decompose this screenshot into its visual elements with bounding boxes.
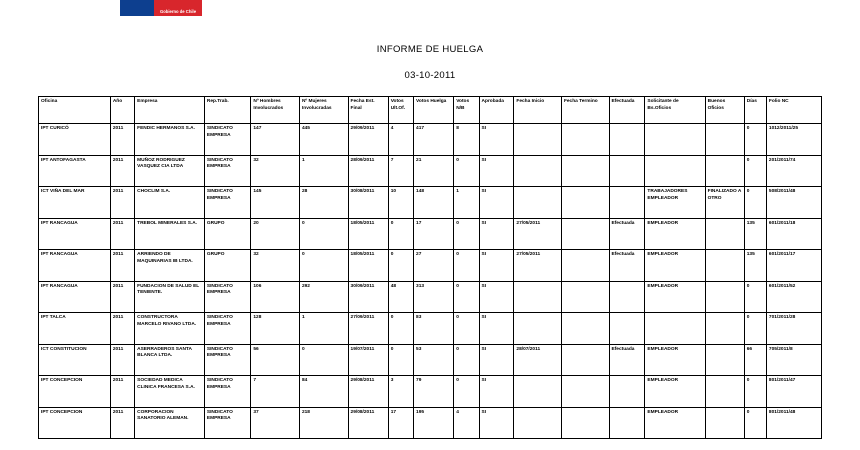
column-header: Aprobada [479, 97, 514, 124]
table-cell: 0 [388, 250, 413, 282]
table-cell: 0 [744, 155, 766, 187]
table-cell: IPT CURICÓ [39, 124, 111, 156]
table-cell: FUNDACION DE SALUD EL TENIENTE. [135, 281, 205, 313]
table-cell [514, 281, 562, 313]
table-cell: 0 [744, 313, 766, 345]
table-cell: 218 [299, 407, 348, 439]
table-cell: SINDICATO EMPRESA [204, 376, 250, 408]
table-cell: 0 [454, 376, 479, 408]
table-cell: SINDICATO EMPRESA [204, 344, 250, 376]
table-cell [609, 155, 645, 187]
table-cell: 28/09/2011 [348, 155, 388, 187]
table-cell [561, 187, 609, 219]
table-cell [609, 407, 645, 439]
table-row [39, 407, 822, 439]
table-cell: Efectuada [609, 344, 645, 376]
column-header: Votos Huelga [414, 97, 454, 124]
table-cell: 1012/2011/25 [766, 124, 821, 156]
table-cell: 0 [299, 218, 348, 250]
table-cell: 32 [251, 155, 300, 187]
column-header: Solicitante de Bs.Oficios [645, 97, 705, 124]
column-header: Efectuada [609, 97, 645, 124]
table-cell [705, 376, 744, 408]
table-cell: 18/05/2011 [348, 218, 388, 250]
table-cell [705, 344, 744, 376]
table-cell: 37 [251, 407, 300, 439]
table-cell: 27/09/2011 [348, 313, 388, 345]
table-cell: IPT RANCAGUA [39, 250, 111, 282]
table-cell: 2011 [110, 250, 134, 282]
table-cell: 4 [388, 124, 413, 156]
table-cell: Efectuada [609, 250, 645, 282]
table-cell: 21 [414, 155, 454, 187]
table-cell: 0 [744, 124, 766, 156]
table-cell: 1 [299, 313, 348, 345]
table-cell: 0 [299, 250, 348, 282]
table-cell: 30/09/2011 [348, 281, 388, 313]
table-cell: 7 [251, 376, 300, 408]
table-cell [514, 124, 562, 156]
table-cell: 0 [388, 344, 413, 376]
table-cell: 313 [414, 281, 454, 313]
report-date: 03-10-2011 [404, 70, 456, 81]
table-cell: EMPLEADOR [645, 281, 705, 313]
column-header: Folio NC [766, 97, 821, 124]
table-cell [705, 250, 744, 282]
table-cell: 30/08/2011 [348, 187, 388, 219]
table-cell: 145 [251, 187, 300, 219]
table-cell [561, 313, 609, 345]
table-cell: 19/07/2011 [348, 344, 388, 376]
column-header: Votos N/B [454, 97, 479, 124]
table-cell: 2011 [110, 124, 134, 156]
table-cell [705, 124, 744, 156]
table-cell: 0 [454, 281, 479, 313]
table-cell: IPT CONCEPCION [39, 407, 111, 439]
table-cell: 0 [744, 407, 766, 439]
table-cell: IPT TALCA [39, 313, 111, 345]
table-cell: FINALIZADO A OTRO [705, 187, 744, 219]
table-cell: 0 [388, 313, 413, 345]
table-cell: 2011 [110, 376, 134, 408]
table-cell: ICT CONSTITUCION [39, 344, 111, 376]
table-cell: 1 [299, 155, 348, 187]
table-row [39, 187, 822, 219]
table-cell: SI [479, 187, 514, 219]
table-cell: 29/08/2011 [348, 376, 388, 408]
table-cell: SI [479, 250, 514, 282]
header-row [39, 97, 822, 124]
table-cell: 801/2011/47 [766, 376, 821, 408]
table-cell: TREBOL MINERALES S.A. [135, 218, 205, 250]
table-body [39, 124, 822, 439]
table-cell: SINDICATO EMPRESA [204, 313, 250, 345]
table-cell: 1 [454, 187, 479, 219]
table-row [39, 218, 822, 250]
table-cell: 83 [414, 313, 454, 345]
table-cell: 417 [414, 124, 454, 156]
table-cell: EMPLEADOR [645, 407, 705, 439]
logo-red-block [154, 0, 202, 16]
table-cell [561, 124, 609, 156]
table-cell: 135 [744, 250, 766, 282]
table-cell: SINDICATO EMPRESA [204, 155, 250, 187]
table-row [39, 376, 822, 408]
table-cell: SINDICATO EMPRESA [204, 187, 250, 219]
strike-report-table [38, 96, 822, 439]
column-header: Nº Hombres Involucrados [251, 97, 300, 124]
table-cell [705, 407, 744, 439]
table-cell: 17 [388, 407, 413, 439]
table-cell: SI [479, 281, 514, 313]
table-cell: EMPLEADOR [645, 250, 705, 282]
table-cell: 508/2011/48 [766, 187, 821, 219]
table-cell: 84 [299, 376, 348, 408]
table-cell [561, 376, 609, 408]
table-cell: SI [479, 155, 514, 187]
table-cell: SI [479, 313, 514, 345]
column-header: Oficina [39, 97, 111, 124]
column-header: Fecha Est. Final [348, 97, 388, 124]
table-cell: 201/2011/74 [766, 155, 821, 187]
table-cell: 32 [251, 250, 300, 282]
table-cell: 2011 [110, 187, 134, 219]
table-cell: 2011 [110, 407, 134, 439]
table-cell: 0 [744, 376, 766, 408]
column-header: Fecha Inicio [514, 97, 562, 124]
column-header: Nº Mujeres Involucradas [299, 97, 348, 124]
gobierno-de-chile-logo [120, 0, 202, 16]
table-cell: EMPLEADOR [645, 344, 705, 376]
table-row [39, 155, 822, 187]
table-cell: ARRIENDO DE MAQUINARIAS IB LTDA. [135, 250, 205, 282]
table-cell: 8 [454, 124, 479, 156]
table-cell: CORPORACION SANATORIO ALEMAN. [135, 407, 205, 439]
table-cell: 601/2011/18 [766, 218, 821, 250]
table-cell: TRABAJADORES EMPLEADOR [645, 187, 705, 219]
table-cell: 2011 [110, 281, 134, 313]
table-cell: 79 [414, 376, 454, 408]
table-cell: 0 [454, 155, 479, 187]
table-cell: 27/05/2011 [514, 218, 562, 250]
table-cell [609, 313, 645, 345]
column-header: Año [110, 97, 134, 124]
table-cell: EMPLEADOR [645, 218, 705, 250]
column-header: Rep.Trab. [204, 97, 250, 124]
table-cell [609, 124, 645, 156]
table-cell: MUÑOZ RODRIGUEZ VASQUEZ CIA LTDA [135, 155, 205, 187]
table-cell [514, 187, 562, 219]
table-cell: 445 [299, 124, 348, 156]
table-cell: CONSTRUCTORA MARCELO RIVANO LTDA. [135, 313, 205, 345]
table-cell: GRUPO [204, 218, 250, 250]
column-header: Días [744, 97, 766, 124]
table-cell: 128 [251, 313, 300, 345]
table-cell: 601/2011/52 [766, 281, 821, 313]
table-cell: 135 [744, 218, 766, 250]
table-cell: GRUPO [204, 250, 250, 282]
table-cell: 601/2011/17 [766, 250, 821, 282]
column-header: Buenos Oficios [705, 97, 744, 124]
logo-blue-block [120, 0, 154, 16]
column-header: Votos Ult.Of. [388, 97, 413, 124]
table-cell: 28 [299, 187, 348, 219]
table-cell: 27 [414, 250, 454, 282]
table-cell: 0 [454, 218, 479, 250]
table-cell: 27/05/2011 [514, 250, 562, 282]
table-cell: 0 [454, 250, 479, 282]
table-cell: 195 [414, 407, 454, 439]
table-cell: SI [479, 376, 514, 408]
table-cell: CHOCLIM S.A. [135, 187, 205, 219]
table-cell: 2011 [110, 344, 134, 376]
table-cell: FENDIC HERMANOS S.A. [135, 124, 205, 156]
table-cell: EMPLEADOR [645, 376, 705, 408]
logo-text: Gobierno de Chile [159, 9, 197, 14]
table-cell [645, 155, 705, 187]
table-row [39, 281, 822, 313]
table-cell: ICT VIÑA DEL MAR [39, 187, 111, 219]
table-cell: 148 [414, 187, 454, 219]
table-cell [514, 376, 562, 408]
table-cell: 0 [744, 187, 766, 219]
table-cell: 10 [388, 187, 413, 219]
report-title: INFORME DE HUELGA [376, 44, 484, 55]
table-cell [514, 155, 562, 187]
table-cell: 292 [299, 281, 348, 313]
table-header [39, 97, 822, 124]
table-cell: 147 [251, 124, 300, 156]
table-cell: IPT RANCAGUA [39, 281, 111, 313]
table-cell: 2011 [110, 218, 134, 250]
table-cell: SI [479, 124, 514, 156]
table-cell [609, 376, 645, 408]
table-cell: 18/05/2011 [348, 250, 388, 282]
table-cell [705, 281, 744, 313]
table-cell: 28/07/2011 [514, 344, 562, 376]
table-cell [645, 313, 705, 345]
table-cell: 4 [454, 407, 479, 439]
table-cell [561, 218, 609, 250]
table-cell: 0 [454, 313, 479, 345]
table-cell: SINDICATO EMPRESA [204, 281, 250, 313]
table-cell: Efectuada [609, 218, 645, 250]
table-cell: SINDICATO EMPRESA [204, 124, 250, 156]
table-cell: IPT ANTOFAGASTA [39, 155, 111, 187]
table-cell: 106 [251, 281, 300, 313]
column-header: Empresa [135, 97, 205, 124]
table-cell [561, 344, 609, 376]
table-cell: 0 [388, 218, 413, 250]
table-cell [561, 407, 609, 439]
table-cell: 701/2011/28 [766, 313, 821, 345]
table-cell: 0 [299, 344, 348, 376]
table-cell: 3 [388, 376, 413, 408]
table-cell [609, 281, 645, 313]
table-cell: SOCIEDAD MEDICA CLINICA FRANCESA S.A. [135, 376, 205, 408]
table-cell: IPT RANCAGUA [39, 218, 111, 250]
table-cell: SI [479, 407, 514, 439]
table-cell: IPT CONCEPCION [39, 376, 111, 408]
table-cell: 0 [744, 281, 766, 313]
table-cell: 7 [388, 155, 413, 187]
table-cell: 2011 [110, 155, 134, 187]
table-row [39, 344, 822, 376]
table-cell [705, 313, 744, 345]
table-cell: SI [479, 218, 514, 250]
table-cell [705, 218, 744, 250]
table-cell [561, 250, 609, 282]
column-header: Fecha Termino [561, 97, 609, 124]
table-cell: 801/2011/48 [766, 407, 821, 439]
table-cell [561, 281, 609, 313]
table-cell: SI [479, 344, 514, 376]
table-cell: 29/09/2011 [348, 124, 388, 156]
table-cell [514, 407, 562, 439]
table-cell: 48 [388, 281, 413, 313]
table-cell [561, 155, 609, 187]
table-cell: 29/08/2011 [348, 407, 388, 439]
table-row [39, 313, 822, 345]
table-cell: 56 [251, 344, 300, 376]
table-cell: 17 [414, 218, 454, 250]
table-cell: 0 [454, 344, 479, 376]
table-cell [609, 187, 645, 219]
table-cell [705, 155, 744, 187]
table-cell: 53 [414, 344, 454, 376]
table-cell: SINDICATO EMPRESA [204, 407, 250, 439]
table-cell: 2011 [110, 313, 134, 345]
table-cell: 66 [744, 344, 766, 376]
table-cell: 705/2011/8 [766, 344, 821, 376]
table-cell: 20 [251, 218, 300, 250]
table-cell [645, 124, 705, 156]
table-row [39, 124, 822, 156]
table-cell [514, 313, 562, 345]
table-row [39, 250, 822, 282]
table-cell: ASERRADEROS SANTA BLANCA LTDA. [135, 344, 205, 376]
